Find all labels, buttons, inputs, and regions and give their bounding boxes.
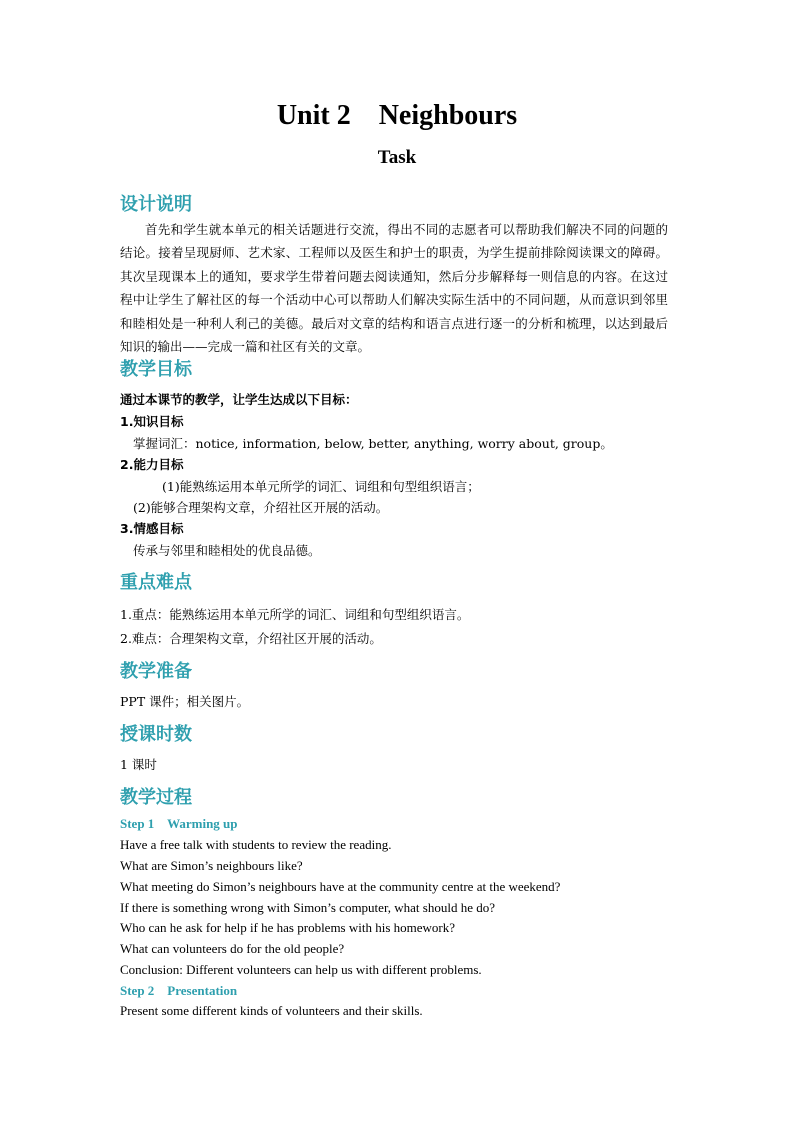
- step1-line: Have a free talk with students to review the reading.: [120, 837, 392, 852]
- knowledge-goal-text: 掌握词汇：notice, information, below, better, anything, worry about, group。: [133, 436, 613, 451]
- step2-title: Step 2 Presentation: [120, 983, 238, 998]
- step1-line: What are Simon’s neighbours like?: [120, 858, 303, 873]
- step1-line: Who can he ask for help if he has problems with his homework?: [120, 920, 456, 935]
- step1-line: If there is something wrong with Simon’s computer, what should he do?: [120, 900, 495, 915]
- step1-line: Conclusion: Different volunteers can help us with different problems.: [120, 962, 482, 977]
- step1-title: Step 1 Warming up: [120, 816, 238, 831]
- ability-goal-title: 2.能力目标: [120, 457, 184, 472]
- process-heading: 教学过程: [120, 787, 192, 808]
- ability-goal-2: (2)能够合理架构文章，介绍社区开展的活动。: [133, 500, 389, 515]
- ability-goal-1: (1)能熟练运用本单元所学的词汇、词组和句型组织语言；: [162, 479, 480, 494]
- hours-heading: 授课时数: [120, 724, 192, 745]
- step1-line: What can volunteers do for the old people?: [120, 941, 345, 956]
- knowledge-goal-title: 1.知识目标: [120, 414, 184, 429]
- page-subtitle: Task: [377, 147, 417, 168]
- difficult-point: 2.难点：合理架构文章，介绍社区开展的活动。: [120, 631, 382, 646]
- hours-text: 1 课时: [120, 757, 157, 772]
- step2-line: Present some different kinds of volunteers and their skills.: [120, 1003, 423, 1018]
- step1-line: What meeting do Simon’s neighbours have at the community centre at the weekend?: [120, 879, 561, 894]
- goals-heading: 教学目标: [120, 359, 192, 380]
- prep-heading: 教学准备: [120, 661, 192, 682]
- emotion-goal-text: 传承与邻里和睦相处的优良品德。: [133, 543, 321, 558]
- key-points-heading: 重点难点: [120, 572, 192, 593]
- prep-text: PPT 课件；相关图片。: [120, 694, 250, 709]
- goals-intro: 通过本课节的教学，让学生达成以下目标：: [120, 392, 358, 407]
- page-title: Unit 2 Neighbours: [276, 100, 518, 131]
- design-heading: 设计说明: [120, 194, 192, 215]
- emotion-goal-title: 3.情感目标: [120, 521, 184, 536]
- design-paragraph: 首先和学生就本单元的相关话题进行交流，得出不同的志愿者可以帮助我们解决不同的问题的结论。接着呈现厨师、艺术家、工程师以及医生和护士的职责，为学生提前排除阅读课文的障碍。其次呈现课本上的通知，要求学生带着问题去阅读通知，然后分步解释每一则信息的内容。在这过程中让学生了解社区的每一个活动中心可以帮助人们解决实际生活中的不同问题，从而意识到邻里和睦相处是一种利人利己的美德。最后对文章的结构和语言点进行逐一的分析和梳理，以达到最后知识的输出——完成一篇和社区有关的文章。: [120, 222, 668, 355]
- key-point: 1.重点：能熟练运用本单元所学的词汇、词组和句型组织语言。: [120, 607, 470, 622]
